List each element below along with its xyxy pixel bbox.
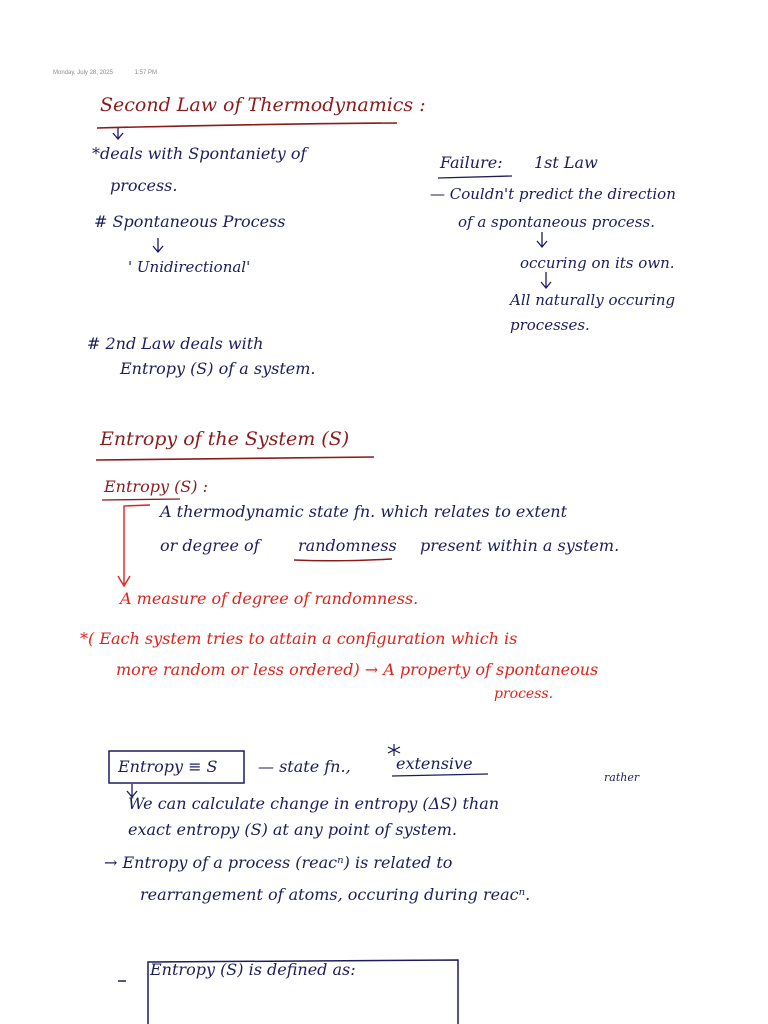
timestamp-date: Monday, July 28, 2025 xyxy=(53,70,113,76)
entropy-def-label: Entropy (S) : xyxy=(104,477,208,496)
failure-line3: occuring on its own. xyxy=(520,254,675,272)
spont-down-arrow xyxy=(153,238,163,252)
spontaneous-process-label: # Spontaneous Process xyxy=(94,212,286,231)
title-underline-stroke xyxy=(97,123,397,128)
section-title-entropy: Entropy of the System (S) xyxy=(100,428,350,450)
failure-label: Failure: xyxy=(440,153,503,172)
state-fn-label: — state fn., xyxy=(258,757,351,776)
timestamp-time: 1:57 PM xyxy=(134,70,157,76)
entropy-symbol-box-label: Entropy ≡ S xyxy=(118,757,218,776)
failure-line5: processes. xyxy=(510,316,590,334)
entropy-title-underline xyxy=(96,457,374,460)
entropy-label-underline xyxy=(102,499,180,500)
red-bracket-arrow xyxy=(118,505,150,586)
failure-arrow-1 xyxy=(537,232,547,247)
title-down-arrow xyxy=(113,128,123,139)
extensive-label: extensive xyxy=(396,754,473,773)
first-law-label: 1st Law xyxy=(534,153,598,172)
failure-line4: All naturally occuring xyxy=(510,291,676,309)
bottom-box-label: Entropy (S) is defined as: xyxy=(150,960,356,979)
entropy-note-line1: *( Each system tries to attain a configuration which is xyxy=(80,629,518,648)
entropy-def-line1: A thermodynamic state fn. which relates to extent xyxy=(160,502,568,521)
unidirectional-label: ' Unidirectional' xyxy=(128,258,251,276)
page-timestamp xyxy=(53,70,177,76)
entropy-measure: A measure of degree of randomness. xyxy=(120,589,419,608)
entropy-def-randomness: randomness xyxy=(298,536,397,555)
rather-note: rather xyxy=(604,771,640,784)
deals-with-line1: *deals with Spontaniety of xyxy=(92,144,307,163)
extensive-underline xyxy=(392,774,488,776)
rel-line1: → Entropy of a process (reacⁿ) is related to xyxy=(104,853,453,872)
failure-arrow-2 xyxy=(541,272,551,288)
entropy-note-line2: more random or less ordered) → A property of spontaneous xyxy=(116,660,599,679)
section-title-second-law: Second Law of Thermodynamics : xyxy=(100,94,426,116)
failure-line2: of a spontaneous process. xyxy=(458,213,655,231)
entropy-note-line3: process. xyxy=(494,686,554,702)
second-law-entropy-line1: # 2nd Law deals with xyxy=(87,334,264,353)
entropy-def-line2c: present within a system. xyxy=(420,536,620,555)
entropy-def-line2a: or degree of xyxy=(160,536,260,555)
second-law-entropy-line2: Entropy (S) of a system. xyxy=(120,359,316,378)
failure-underline xyxy=(438,176,512,178)
deals-with-line2: process. xyxy=(110,176,178,195)
rel-line2: rearrangement of atoms, occuring during reacⁿ. xyxy=(140,885,531,904)
randomness-underline xyxy=(294,559,392,561)
failure-line1: — Couldn't predict the direction xyxy=(430,185,676,203)
calc-line1: We can calculate change in entropy (ΔS) than xyxy=(128,794,500,813)
calc-line2: exact entropy (S) at any point of system. xyxy=(128,820,457,839)
